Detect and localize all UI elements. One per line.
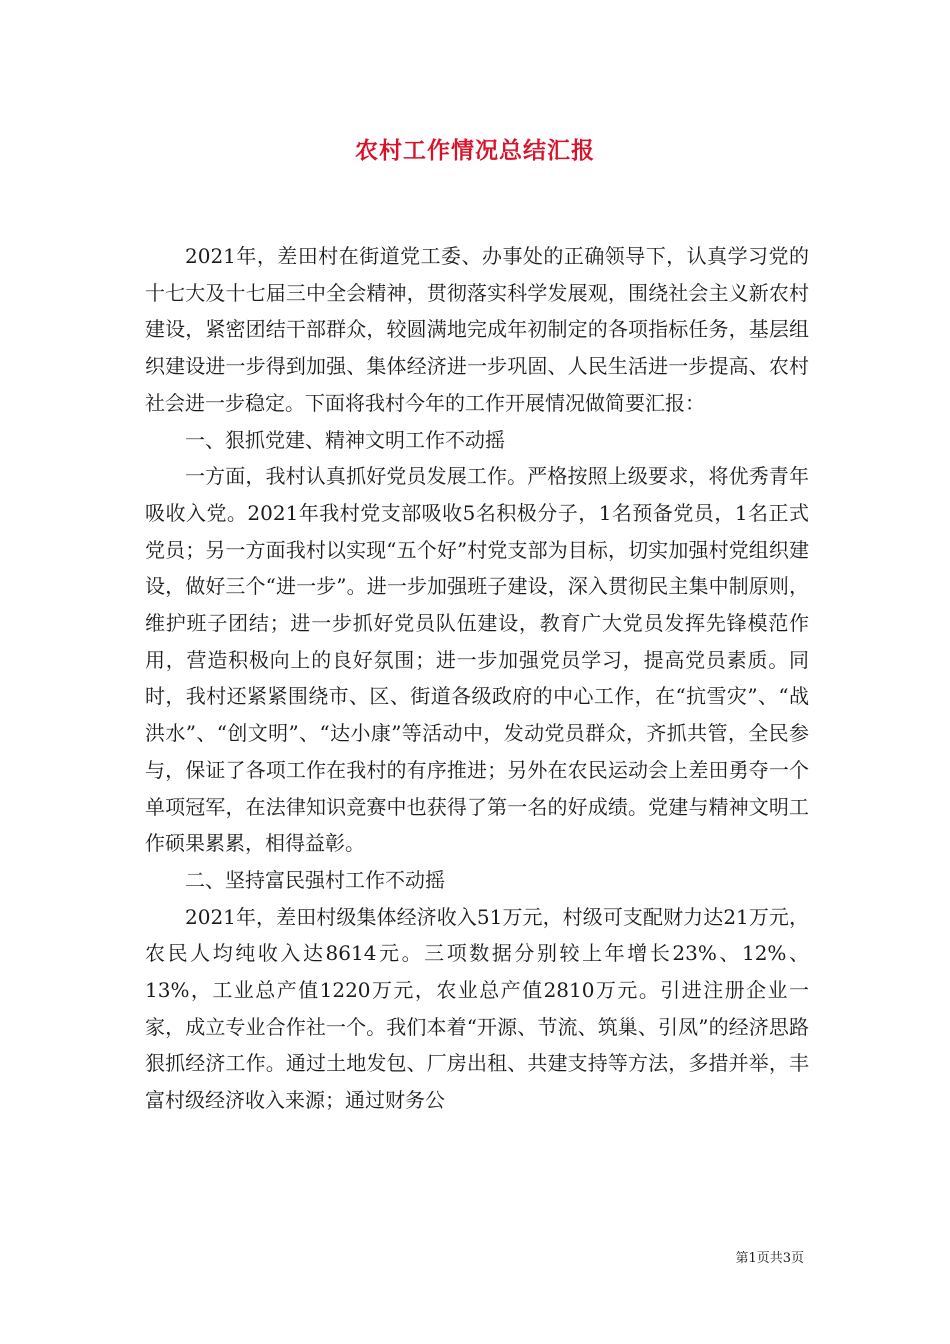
section-heading-1: 一、狠抓党建、精神文明工作不动摇 xyxy=(185,427,505,452)
document-body xyxy=(145,238,809,1119)
paragraph-party-building: 一方面，我村认真抓好党员发展工作。严格按照上级要求，将优秀青年吸收入党。2021年我村党支部吸收5名积极分子，1名预备党员，1名正式党员；另一方面我村以实现“五个好”村党支部为目标，切实加强村党组织建设，做好三个“进一步”。进一步加强班子建设，深入贯彻民主集中制原则，维护班子团结；进一步抓好党员队伍建设，教育广大党员发挥先锋模范作用，营造积极向上的良好氛围；进一步加强党员学习，提高党员素质。同时，我村还紧紧围绕市、区、街道各级政府的中心工作，在“抗雪灾”、“战洪水”、“创文明”、“达小康”等活动中，发动党员群众，齐抓共管，全民参与，保证了各项工作在我村的有序推进；另外在农民运动会上差田勇夺一个单项冠军，在法律知识竞赛中也获得了第一名的好成绩。党建与精神文明工作硕果累累，相得益彰。 xyxy=(145,464,809,856)
page-number-footer: 第1页共3页 xyxy=(735,1251,804,1266)
section-heading-2: 二、坚持富民强村工作不动摇 xyxy=(185,867,445,892)
paragraph-intro: 2021年，差田村在街道党工委、办事处的正确领导下，认真学习党的十七大及十七届三中全会精神，贯彻落实科学发展观，围绕社会主义新农村建设，紧密团结干部群众，较圆满地完成年初制定的各项指标任务，基层组织建设进一步得到加强、集体经济进一步巩固、人民生活进一步提高、农村社会进一步稳定。下面将我村今年的工作开展情况做简要汇报： xyxy=(145,244,809,415)
document-title: 农村工作情况总结汇报 xyxy=(355,137,595,164)
paragraph-economy: 2021年，差田村级集体经济收入51万元，村级可支配财力达21万元，农民人均纯收入达8614元。三项数据分别较上年增长23%、12%、13%，工业总产值1220万元，农业总产值2810万元。引进注册企业一家，成立专业合作社一个。我们本着“开源、节流、筑巢、引凤”的经济思路狠抓经济工作。通过土地发包、厂房出租、共建支持等方法，多措并举，丰富村级经济收入来源；通过财务公 xyxy=(145,904,809,1113)
